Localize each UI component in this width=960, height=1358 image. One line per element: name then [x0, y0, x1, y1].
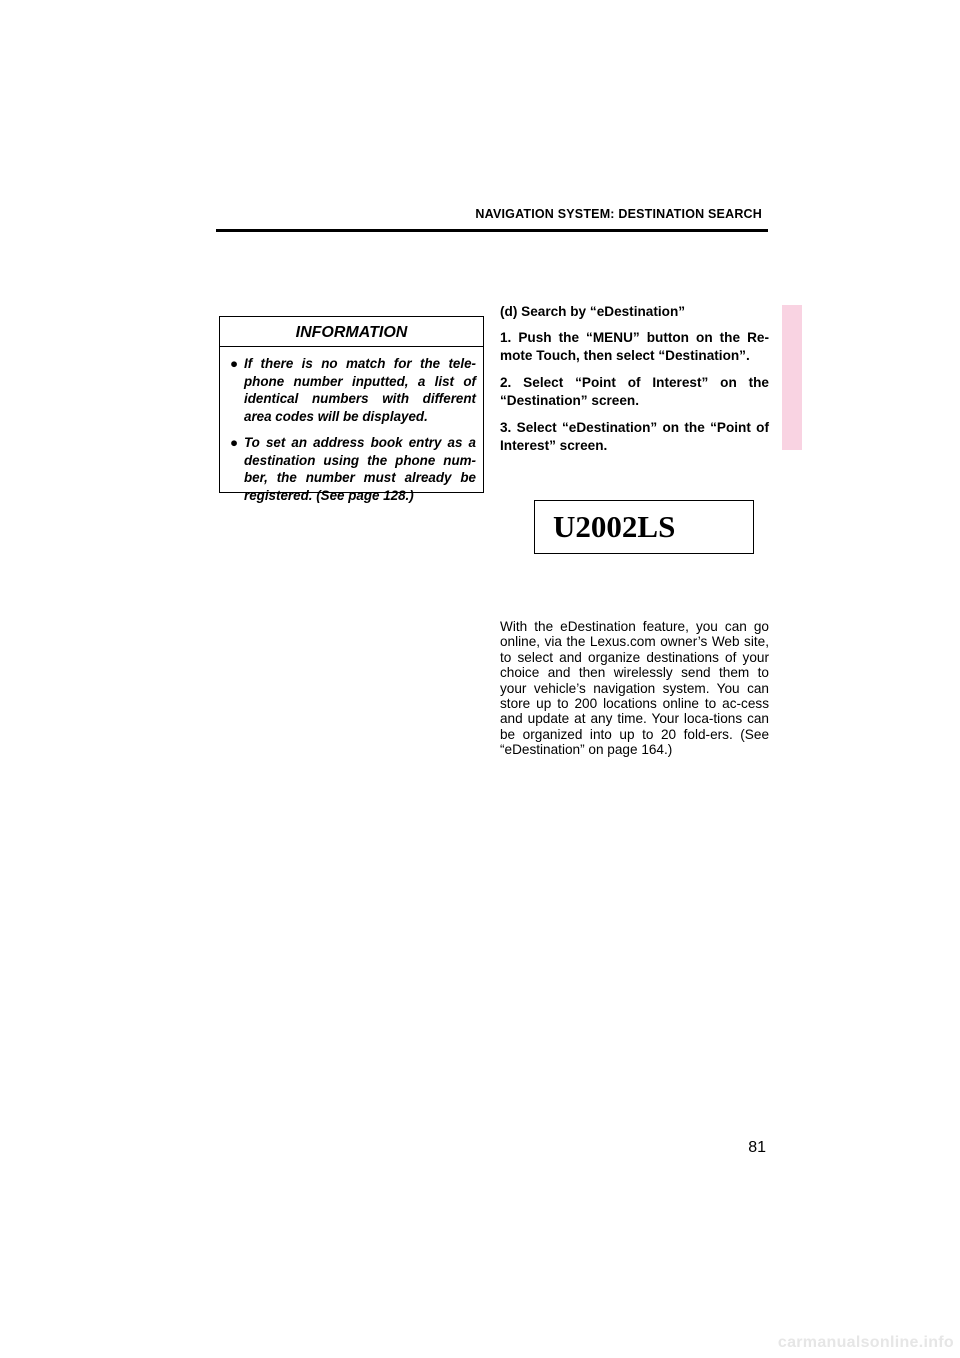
information-item	[230, 355, 476, 425]
information-item-text: To set an address book entry as a destination using the phone num-ber, the number must already be registered. (See page 128.)	[244, 435, 476, 503]
information-item	[230, 434, 476, 504]
edestination-description: With the eDestination feature, you can go online, via the Lexus.com owner’s Web site, to select and organize destinations of your choice and then wirelessly send them to your vehicle’s navigation system. You can store up to 200 locations online to ac-cess and update at any time. Your loca-tions can be organized into up to 20 fold-ers. (See “eDestination” on page 164.)	[500, 619, 769, 758]
screen-image-placeholder: U2002LS	[534, 500, 754, 554]
information-item-text: If there is no match for the tele-phone number inputted, a list of identical numbers with different area codes will be displayed.	[244, 356, 476, 424]
page-header-title: NAVIGATION SYSTEM: DESTINATION SEARCH	[475, 207, 762, 221]
bullet-icon: ●	[230, 435, 239, 450]
page-number: 81	[748, 1139, 766, 1156]
information-list	[230, 355, 476, 504]
section-title: (d) Search by “eDestination”	[500, 304, 686, 319]
step-1: 1. Push the “MENU” button on the Re-mote Touch, then select “Destination”.	[500, 330, 769, 363]
information-box	[219, 316, 484, 503]
edestination-section	[500, 303, 769, 464]
information-divider	[220, 346, 483, 347]
header-rule	[216, 229, 768, 232]
information-title: INFORMATION	[295, 324, 408, 341]
step-3: 3. Select “eDestination” on the “Point of Interest” screen.	[500, 420, 769, 453]
bullet-icon: ●	[230, 356, 239, 371]
section-side-tab	[782, 305, 802, 450]
step-2: 2. Select “Point of Interest” on the “Destination” screen.	[500, 375, 769, 408]
watermark: carmanualsonline.info	[777, 1334, 954, 1351]
